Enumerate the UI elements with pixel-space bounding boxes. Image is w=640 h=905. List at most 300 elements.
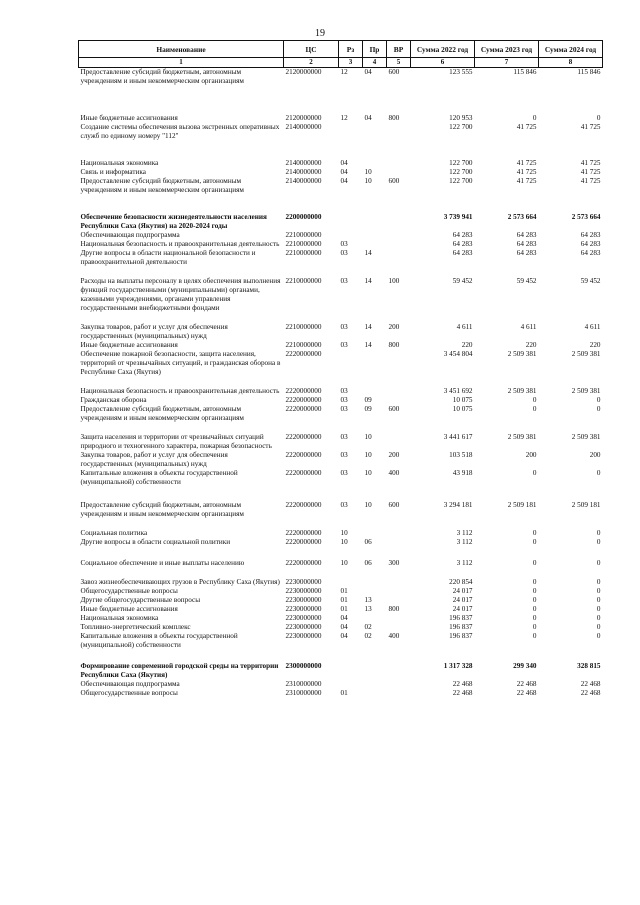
table-row [79, 501, 603, 519]
row-vr: 600 [388, 177, 400, 185]
row-sum-2024: 2 509 381 [571, 433, 601, 441]
row-sum-2024: 41 725 [580, 177, 601, 185]
spacer-cell [79, 487, 603, 501]
row-sum-2024: 0 [596, 469, 601, 477]
row-rz [339, 680, 363, 689]
row-sum-2022: 59 452 [452, 277, 473, 285]
row-vr [387, 680, 411, 689]
row-cs: 2220000000 [285, 405, 322, 413]
row-sum-2022: 1 317 328 [443, 662, 473, 670]
spacer-cell [79, 568, 603, 578]
row-rz: 12 [340, 114, 348, 122]
row-name: Обеспечивающая подпрограмма [80, 231, 180, 239]
row-sum-2023: 64 283 [516, 240, 537, 248]
header-row [79, 41, 603, 58]
budget-table [78, 40, 603, 698]
row-pr: 10 [364, 451, 372, 459]
row-sum-2024: 0 [596, 578, 601, 586]
row-sum-2024: 2 509 381 [571, 387, 601, 395]
row-name: Иные бюджетные ассигнования [80, 341, 178, 349]
row-spacer [79, 568, 603, 578]
row-cs: 2140000000 [285, 168, 322, 176]
row-sum-2023: 41 725 [516, 177, 537, 185]
row-spacer [79, 86, 603, 114]
row-vr: 300 [388, 559, 400, 567]
row-rz: 01 [340, 596, 348, 604]
row-pr: 09 [364, 396, 372, 404]
row-cs: 2220000000 [285, 350, 322, 358]
row-cs: 2230000000 [285, 632, 322, 640]
row-name: Обеспечивающая подпрограмма [80, 680, 180, 688]
spacer-cell [79, 547, 603, 559]
row-rz: 04 [340, 623, 348, 631]
row-sum-2024: 0 [596, 605, 601, 613]
row-spacer [79, 377, 603, 387]
row-rz: 03 [340, 396, 348, 404]
row-vr: 400 [388, 469, 400, 477]
row-sum-2022: 64 283 [452, 231, 473, 239]
row-name: Общегосударственные вопросы [80, 689, 178, 697]
row-rz: 03 [340, 469, 348, 477]
table-row [79, 68, 603, 87]
row-sum-2022: 3 454 804 [443, 350, 473, 358]
row-sum-2024: 0 [596, 614, 601, 622]
row-sum-2024: 0 [596, 405, 601, 413]
row-sum-2023: 299 340 [513, 662, 537, 670]
row-vr: 600 [388, 501, 400, 509]
spacer-cell [79, 313, 603, 323]
row-vr [387, 350, 411, 377]
table-row [79, 249, 603, 267]
row-rz: 10 [340, 559, 348, 567]
header-index: 6 [411, 58, 475, 68]
row-vr: 400 [388, 632, 400, 640]
row-pr [363, 689, 387, 698]
row-sum-2023: 2 573 664 [507, 213, 537, 221]
row-sum-2023: 2 509 381 [507, 387, 537, 395]
row-sum-2022: 3 441 617 [443, 433, 473, 441]
row-cs: 2230000000 [285, 605, 322, 613]
table-row [79, 632, 603, 650]
header-index-row [79, 58, 603, 68]
row-rz [339, 231, 363, 240]
row-sum-2022: 122 700 [449, 123, 473, 131]
row-rz [339, 123, 363, 141]
row-sum-2023: 0 [532, 529, 537, 537]
row-sum-2023: 0 [532, 559, 537, 567]
row-sum-2023: 115 846 [475, 68, 539, 87]
row-spacer [79, 547, 603, 559]
row-name: Предоставление субсидий бюджетным, автономным учреждениям и иным некоммерческим организациям [80, 177, 244, 194]
row-vr [387, 240, 411, 249]
row-rz: 04 [340, 159, 348, 167]
row-sum-2024: 64 283 [580, 231, 601, 239]
table-row [79, 387, 603, 396]
row-pr [363, 387, 387, 396]
row-sum-2022: 3 451 692 [443, 387, 473, 395]
budget-table-container [78, 40, 602, 698]
row-sum-2024: 22 468 [580, 689, 601, 697]
row-sum-2023: 0 [532, 614, 537, 622]
table-row [79, 538, 603, 547]
table-row [79, 623, 603, 632]
row-sum-2024: 64 283 [580, 240, 601, 248]
row-cs: 2220000000 [285, 469, 322, 477]
row-sum-2023: 0 [532, 605, 537, 613]
row-sum-2022: 64 283 [452, 240, 473, 248]
row-name: Национальная безопасность и правоохранительная деятельность [80, 387, 280, 395]
row-sum-2023: 22 468 [516, 680, 537, 688]
row-vr [387, 249, 411, 267]
row-cs: 2220000000 [285, 387, 322, 395]
row-sum-2023: 0 [532, 114, 537, 122]
row-vr [387, 689, 411, 698]
spacer-cell [79, 650, 603, 662]
row-pr [363, 159, 387, 168]
row-sum-2023: 0 [532, 587, 537, 595]
row-pr [363, 529, 387, 538]
row-cs: 2230000000 [285, 623, 322, 631]
row-spacer [79, 195, 603, 213]
row-vr: 600 [388, 405, 400, 413]
row-name: Предоставление субсидий бюджетным, автономным учреждениям и иным некоммерческим организациям [80, 405, 244, 422]
row-rz: 03 [340, 323, 348, 331]
row-cs: 2210000000 [285, 341, 322, 349]
row-sum-2024: 200 [589, 451, 601, 459]
row-cs: 2220000000 [285, 538, 322, 546]
row-vr [387, 623, 411, 632]
row-sum-2022: 3 112 [456, 559, 473, 567]
row-pr: 14 [364, 323, 372, 331]
header-sum-2023: Сумма 2023 год [475, 41, 539, 58]
row-name: Другие вопросы в области национальной безопасности и правоохранительной деятельности [80, 249, 256, 266]
row-name: Иные бюджетные ассигнования [80, 114, 178, 122]
row-rz: 03 [340, 451, 348, 459]
row-rz: 03 [340, 277, 348, 285]
row-sum-2022: 122 700 [449, 168, 473, 176]
row-cs: 2140000000 [285, 177, 322, 185]
row-sum-2022: 196 837 [449, 623, 473, 631]
row-cs: 2220000000 [285, 529, 322, 537]
table-row [79, 578, 603, 587]
table-row [79, 559, 603, 568]
row-pr: 09 [364, 405, 372, 413]
row-vr [387, 231, 411, 240]
row-spacer [79, 423, 603, 433]
row-sum-2024: 2 509 181 [571, 501, 601, 509]
row-cs: 2220000000 [285, 396, 322, 404]
row-sum-2024: 0 [596, 623, 601, 631]
spacer-cell [79, 267, 603, 277]
row-pr: 14 [364, 249, 372, 257]
row-pr: 04 [363, 68, 387, 87]
table-row [79, 614, 603, 623]
row-pr [363, 680, 387, 689]
row-sum-2023: 2 509 381 [507, 433, 537, 441]
row-sum-2024: 41 725 [580, 168, 601, 176]
table-row [79, 114, 603, 123]
row-sum-2022: 3 112 [456, 529, 473, 537]
row-sum-2022: 24 017 [452, 587, 473, 595]
row-name: Иные бюджетные ассигнования [80, 605, 178, 613]
row-rz: 04 [340, 632, 348, 640]
row-pr: 14 [364, 277, 372, 285]
row-vr [387, 614, 411, 623]
row-name: Предоставление субсидий бюджетным, автономным учреждениям и иным некоммерческим организациям [80, 501, 244, 518]
row-pr: 02 [364, 623, 372, 631]
header-rz: Рз [339, 41, 363, 58]
row-name: Другие вопросы в области социальной политики [80, 538, 231, 546]
row-pr: 13 [364, 596, 372, 604]
row-sum-2024: 41 725 [580, 159, 601, 167]
row-pr [363, 350, 387, 377]
header-cs: ЦС [284, 41, 339, 58]
row-cs: 2220000000 [285, 559, 322, 567]
row-sum-2022: 24 017 [452, 596, 473, 604]
row-vr [387, 168, 411, 177]
row-sum-2023: 22 468 [516, 689, 537, 697]
row-rz: 03 [340, 501, 348, 509]
table-row [79, 405, 603, 423]
row-pr [363, 123, 387, 141]
row-cs: 2210000000 [285, 249, 322, 257]
spacer-cell [79, 141, 603, 159]
row-vr: 100 [388, 277, 400, 285]
row-sum-2024: 4 611 [584, 323, 601, 331]
row-name: Создание системы обеспечения вызова экстренных оперативных служб по единому номеру "112" [80, 123, 280, 140]
header-index: 1 [79, 58, 284, 68]
row-rz [339, 578, 363, 587]
row-sum-2023: 2 509 381 [507, 350, 537, 358]
row-sum-2024: 0 [596, 632, 601, 640]
row-cs: 2140000000 [285, 159, 322, 167]
row-sum-2024: 2 573 664 [571, 213, 601, 221]
row-sum-2023: 0 [532, 405, 537, 413]
row-pr: 10 [364, 469, 372, 477]
row-cs: 2220000000 [285, 451, 322, 459]
row-sum-2023: 0 [532, 632, 537, 640]
row-sum-2022: 64 283 [452, 249, 473, 257]
table-row [79, 123, 603, 141]
row-sum-2024: 0 [596, 587, 601, 595]
row-name: Формирование современной городской среды на территории Республики Саха (Якутия) [80, 662, 279, 679]
row-cs: 2220000000 [285, 501, 322, 509]
row-vr: 800 [388, 114, 400, 122]
row-sum-2023: 59 452 [516, 277, 537, 285]
header-index: 5 [387, 58, 411, 68]
row-sum-2022: 122 700 [449, 177, 473, 185]
table-row [79, 168, 603, 177]
table-row [79, 277, 603, 313]
spacer-cell [79, 377, 603, 387]
table-row [79, 240, 603, 249]
row-name: Социальное обеспечение и иные выплаты населению [80, 559, 245, 567]
row-name: Топливно-энергетический комплекс [80, 623, 191, 631]
row-sum-2024: 64 283 [580, 249, 601, 257]
row-pr: 13 [364, 605, 372, 613]
row-sum-2022: 196 837 [449, 614, 473, 622]
row-rz [339, 350, 363, 377]
row-sum-2022: 122 700 [449, 159, 473, 167]
row-cs: 2230000000 [285, 596, 322, 604]
row-sum-2023: 200 [525, 451, 537, 459]
row-sum-2022: 43 918 [452, 469, 473, 477]
row-sum-2023: 4 611 [520, 323, 537, 331]
row-sum-2022: 10 075 [452, 396, 473, 404]
table-header [79, 41, 603, 68]
row-sum-2023: 2 509 181 [507, 501, 537, 509]
header-vr: ВР [387, 41, 411, 58]
row-sum-2023: 41 725 [516, 159, 537, 167]
row-sum-2022: 196 837 [449, 632, 473, 640]
table-row [79, 596, 603, 605]
row-sum-2023: 0 [532, 469, 537, 477]
header-index: 4 [363, 58, 387, 68]
table-body [79, 68, 603, 699]
row-vr [387, 662, 411, 680]
table-row [79, 605, 603, 614]
row-sum-2022: 4 611 [456, 323, 473, 331]
row-name: Связь и информатика [80, 168, 146, 176]
row-name: Другие общегосударственные вопросы [80, 596, 201, 604]
row-vr: 800 [388, 341, 400, 349]
row-name: Гражданская оборона [80, 396, 147, 404]
row-cs: 2210000000 [285, 323, 322, 331]
row-name: Национальная экономика [80, 614, 159, 622]
row-rz: 03 [340, 249, 348, 257]
row-name: Национальная безопасность и правоохранительная деятельность [80, 240, 280, 248]
row-pr: 10 [364, 501, 372, 509]
row-pr [363, 578, 387, 587]
row-sum-2024: 0 [596, 538, 601, 546]
row-sum-2023: 0 [532, 623, 537, 631]
row-rz: 03 [340, 387, 348, 395]
row-name: Завоз жизнеобеспечивающих грузов в Республику Саха (Якутия) [80, 578, 280, 586]
row-cs: 2140000000 [285, 123, 322, 131]
row-sum-2022: 22 468 [452, 689, 473, 697]
table-row [79, 680, 603, 689]
row-rz: 03 [340, 341, 348, 349]
row-cs: 2300000000 [285, 662, 322, 670]
row-sum-2024: 22 468 [580, 680, 601, 688]
spacer-cell [79, 423, 603, 433]
row-name: Общегосударственные вопросы [80, 587, 178, 595]
row-pr [363, 662, 387, 680]
row-pr: 02 [364, 632, 372, 640]
row-spacer [79, 519, 603, 529]
table-row [79, 213, 603, 231]
row-sum-2024: 59 452 [580, 277, 601, 285]
row-sum-2024: 41 725 [580, 123, 601, 131]
row-pr: 04 [364, 114, 372, 122]
row-cs: 2230000000 [285, 587, 322, 595]
header-sum-2022: Сумма 2022 год [411, 41, 475, 58]
row-sum-2022: 123 555 [411, 68, 475, 87]
row-cs: 2230000000 [285, 614, 322, 622]
row-vr [387, 529, 411, 538]
row-name: Расходы на выплаты персоналу в целях обеспечения выполнения функций государственными (муниципальными) органами, казенными учреждениями, органами управления государственными внебюджетными фондами [80, 277, 281, 312]
row-sum-2022: 3 112 [456, 538, 473, 546]
row-name: Закупка товаров, работ и услуг для обеспечения государственных (муниципальных) нужд [80, 451, 228, 468]
row-cs: 2120000000 [285, 114, 322, 122]
row-sum-2023: 220 [525, 341, 537, 349]
row-vr [387, 433, 411, 451]
row-pr: 10 [364, 177, 372, 185]
row-sum-2023: 0 [532, 596, 537, 604]
row-name: Предоставление субсидий бюджетным, автономным учреждениям и иным некоммерческим организациям [79, 68, 284, 87]
header-index: 3 [339, 58, 363, 68]
row-vr [387, 123, 411, 141]
row-rz: 03 [340, 405, 348, 413]
row-sum-2022: 22 468 [452, 680, 473, 688]
row-pr [363, 587, 387, 596]
row-name: Обеспечение безопасности жизнедеятельности населения Республики Саха (Якутия) на 2020-2024 годы [80, 213, 267, 230]
row-sum-2024: 0 [596, 559, 601, 567]
row-sum-2022: 103 518 [449, 451, 473, 459]
row-sum-2023: 0 [532, 396, 537, 404]
row-sum-2022: 24 017 [452, 605, 473, 613]
row-pr: 06 [364, 559, 372, 567]
row-rz: 03 [340, 433, 348, 441]
row-sum-2023: 41 725 [516, 168, 537, 176]
row-sum-2022: 10 075 [452, 405, 473, 413]
row-cs: 2230000000 [285, 578, 322, 586]
row-sum-2022: 220 [461, 341, 473, 349]
row-cs: 2210000000 [285, 231, 322, 239]
row-sum-2024: 220 [589, 341, 601, 349]
table-row [79, 689, 603, 698]
row-name: Социальная политика [80, 529, 148, 537]
table-row [79, 433, 603, 451]
row-vr: 600 [387, 68, 411, 87]
spacer-cell [79, 519, 603, 529]
row-cs: 2210000000 [285, 277, 322, 285]
table-row [79, 396, 603, 405]
row-cs: 2310000000 [285, 680, 322, 688]
row-sum-2022: 120 953 [449, 114, 473, 122]
row-sum-2024: 328 815 [577, 662, 601, 670]
row-rz: 10 [340, 529, 348, 537]
row-rz [339, 213, 363, 231]
row-sum-2022: 3 294 181 [443, 501, 473, 509]
row-vr: 200 [388, 323, 400, 331]
row-sum-2024: 2 509 381 [571, 350, 601, 358]
table-row [79, 451, 603, 469]
row-cs: 2220000000 [285, 433, 322, 441]
row-vr [387, 587, 411, 596]
table-row [79, 159, 603, 168]
spacer-cell [79, 195, 603, 213]
row-sum-2024: 0 [596, 596, 601, 604]
row-vr [387, 596, 411, 605]
header-name: Наименование [79, 41, 284, 58]
row-vr [387, 387, 411, 396]
row-rz: 04 [340, 614, 348, 622]
row-sum-2024: 0 [596, 396, 601, 404]
header-index: 8 [539, 58, 603, 68]
row-name: Закупка товаров, работ и услуг для обеспечения государственных (муниципальных) нужд [80, 323, 228, 340]
row-name: Капитальные вложения в объекты государственной (муниципальной) собственности [80, 632, 238, 649]
row-sum-2024: 0 [596, 529, 601, 537]
row-rz [339, 662, 363, 680]
header-index: 2 [284, 58, 339, 68]
row-pr: 10 [364, 433, 372, 441]
spacer-cell [79, 86, 603, 114]
row-pr [363, 213, 387, 231]
row-vr [387, 213, 411, 231]
row-rz: 03 [340, 240, 348, 248]
row-pr: 14 [364, 341, 372, 349]
